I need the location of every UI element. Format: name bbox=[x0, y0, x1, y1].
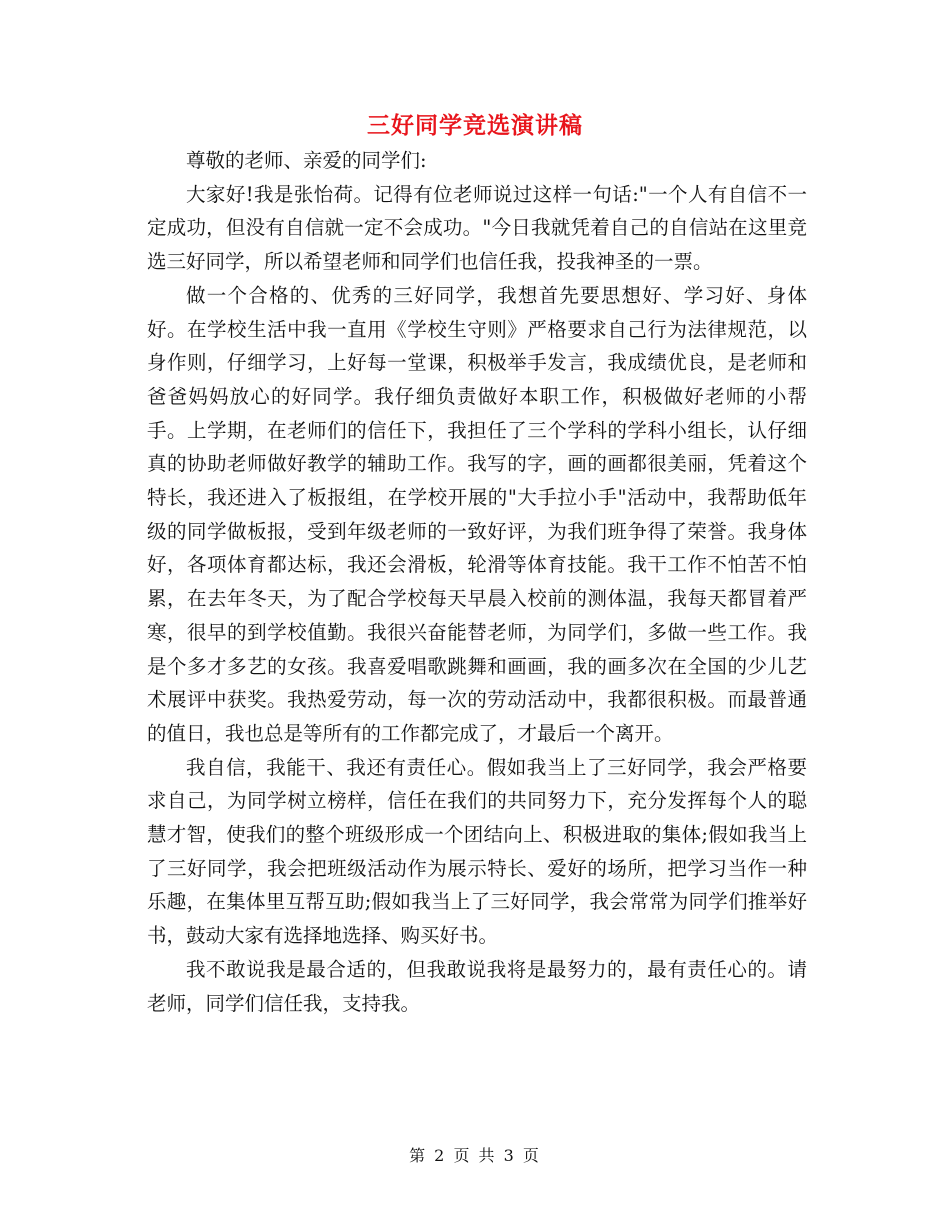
document-title: 三好同学竞选演讲稿 bbox=[367, 113, 583, 139]
document-body bbox=[147, 144, 807, 1020]
closing-paragraph: 我不敢说我是最合适的，但我敢说我将是最努力的，最有责任心的。请老师，同学们信任我，支持我。 bbox=[147, 957, 807, 1015]
page-number-footer: 第 2 页 共 3 页 bbox=[409, 1146, 541, 1165]
qualifications-paragraph: 做一个合格的、优秀的三好同学，我想首先要思想好、学习好、身体好。在学校生活中我一直用《学校生守则》严格要求自己行为法律规范，以身作则，仔细学习，上好每一堂课，积极举手发言，我成绩优良，是老师和爸爸妈妈放心的好同学。我仔细负责做好本职工作，积极做好老师的小帮手。上学期，在老师们的信任下，我担任了三个学科的学科小组长，认仔细真的协助老师做好教学的辅助工作。我写的字，画的画都很美丽，凭着这个特长，我还进入了板报组，在学校开展的"大手拉小手"活动中，我帮助低年级的同学做板报，受到年级老师的一致好评，为我们班争得了荣誉。我身体好，各项体育都达标，我还会滑板，轮滑等体育技能。我干工作不怕苦不怕累，在去年冬天，为了配合学校每天早晨入校前的测体温，我每天都冒着严寒，很早的到学校值勤。我很兴奋能替老师，为同学们，多做一些工作。我是个多才多艺的女孩。我喜爱唱歌跳舞和画画，我的画多次在全国的少儿艺术展评中获奖。我热爱劳动，每一次的劳动活动中，我都很积极。而最普通的值日，我也总是等所有的工作都完成了，才最后一个离开。 bbox=[147, 283, 807, 745]
pledge-paragraph: 我自信，我能干、我还有责任心。假如我当上了三好同学，我会严格要求自己，为同学树立榜样，信任在我们的共同努力下，充分发挥每个人的聪慧才智，使我们的整个班级形成一个团结向上、积极进取的集体;假如我当上了三好同学，我会把班级活动作为展示特长、爱好的场所，把学习当作一种乐趣，在集体里互帮互助;假如我当上了三好同学，我会常常为同学们推举好书，鼓动大家有选择地选择、购买好书。 bbox=[147, 755, 807, 948]
intro-paragraph: 大家好!我是张怡荷。记得有位老师说过这样一句话:"一个人有自信不一定成功，但没有自信就一定不会成功。"今日我就凭着自己的自信站在这里竞选三好同学，所以希望老师和同学们也信任我，投我神圣的一票。 bbox=[147, 182, 807, 274]
salutation-paragraph: 尊敬的老师、亲爱的同学们: bbox=[186, 149, 427, 172]
